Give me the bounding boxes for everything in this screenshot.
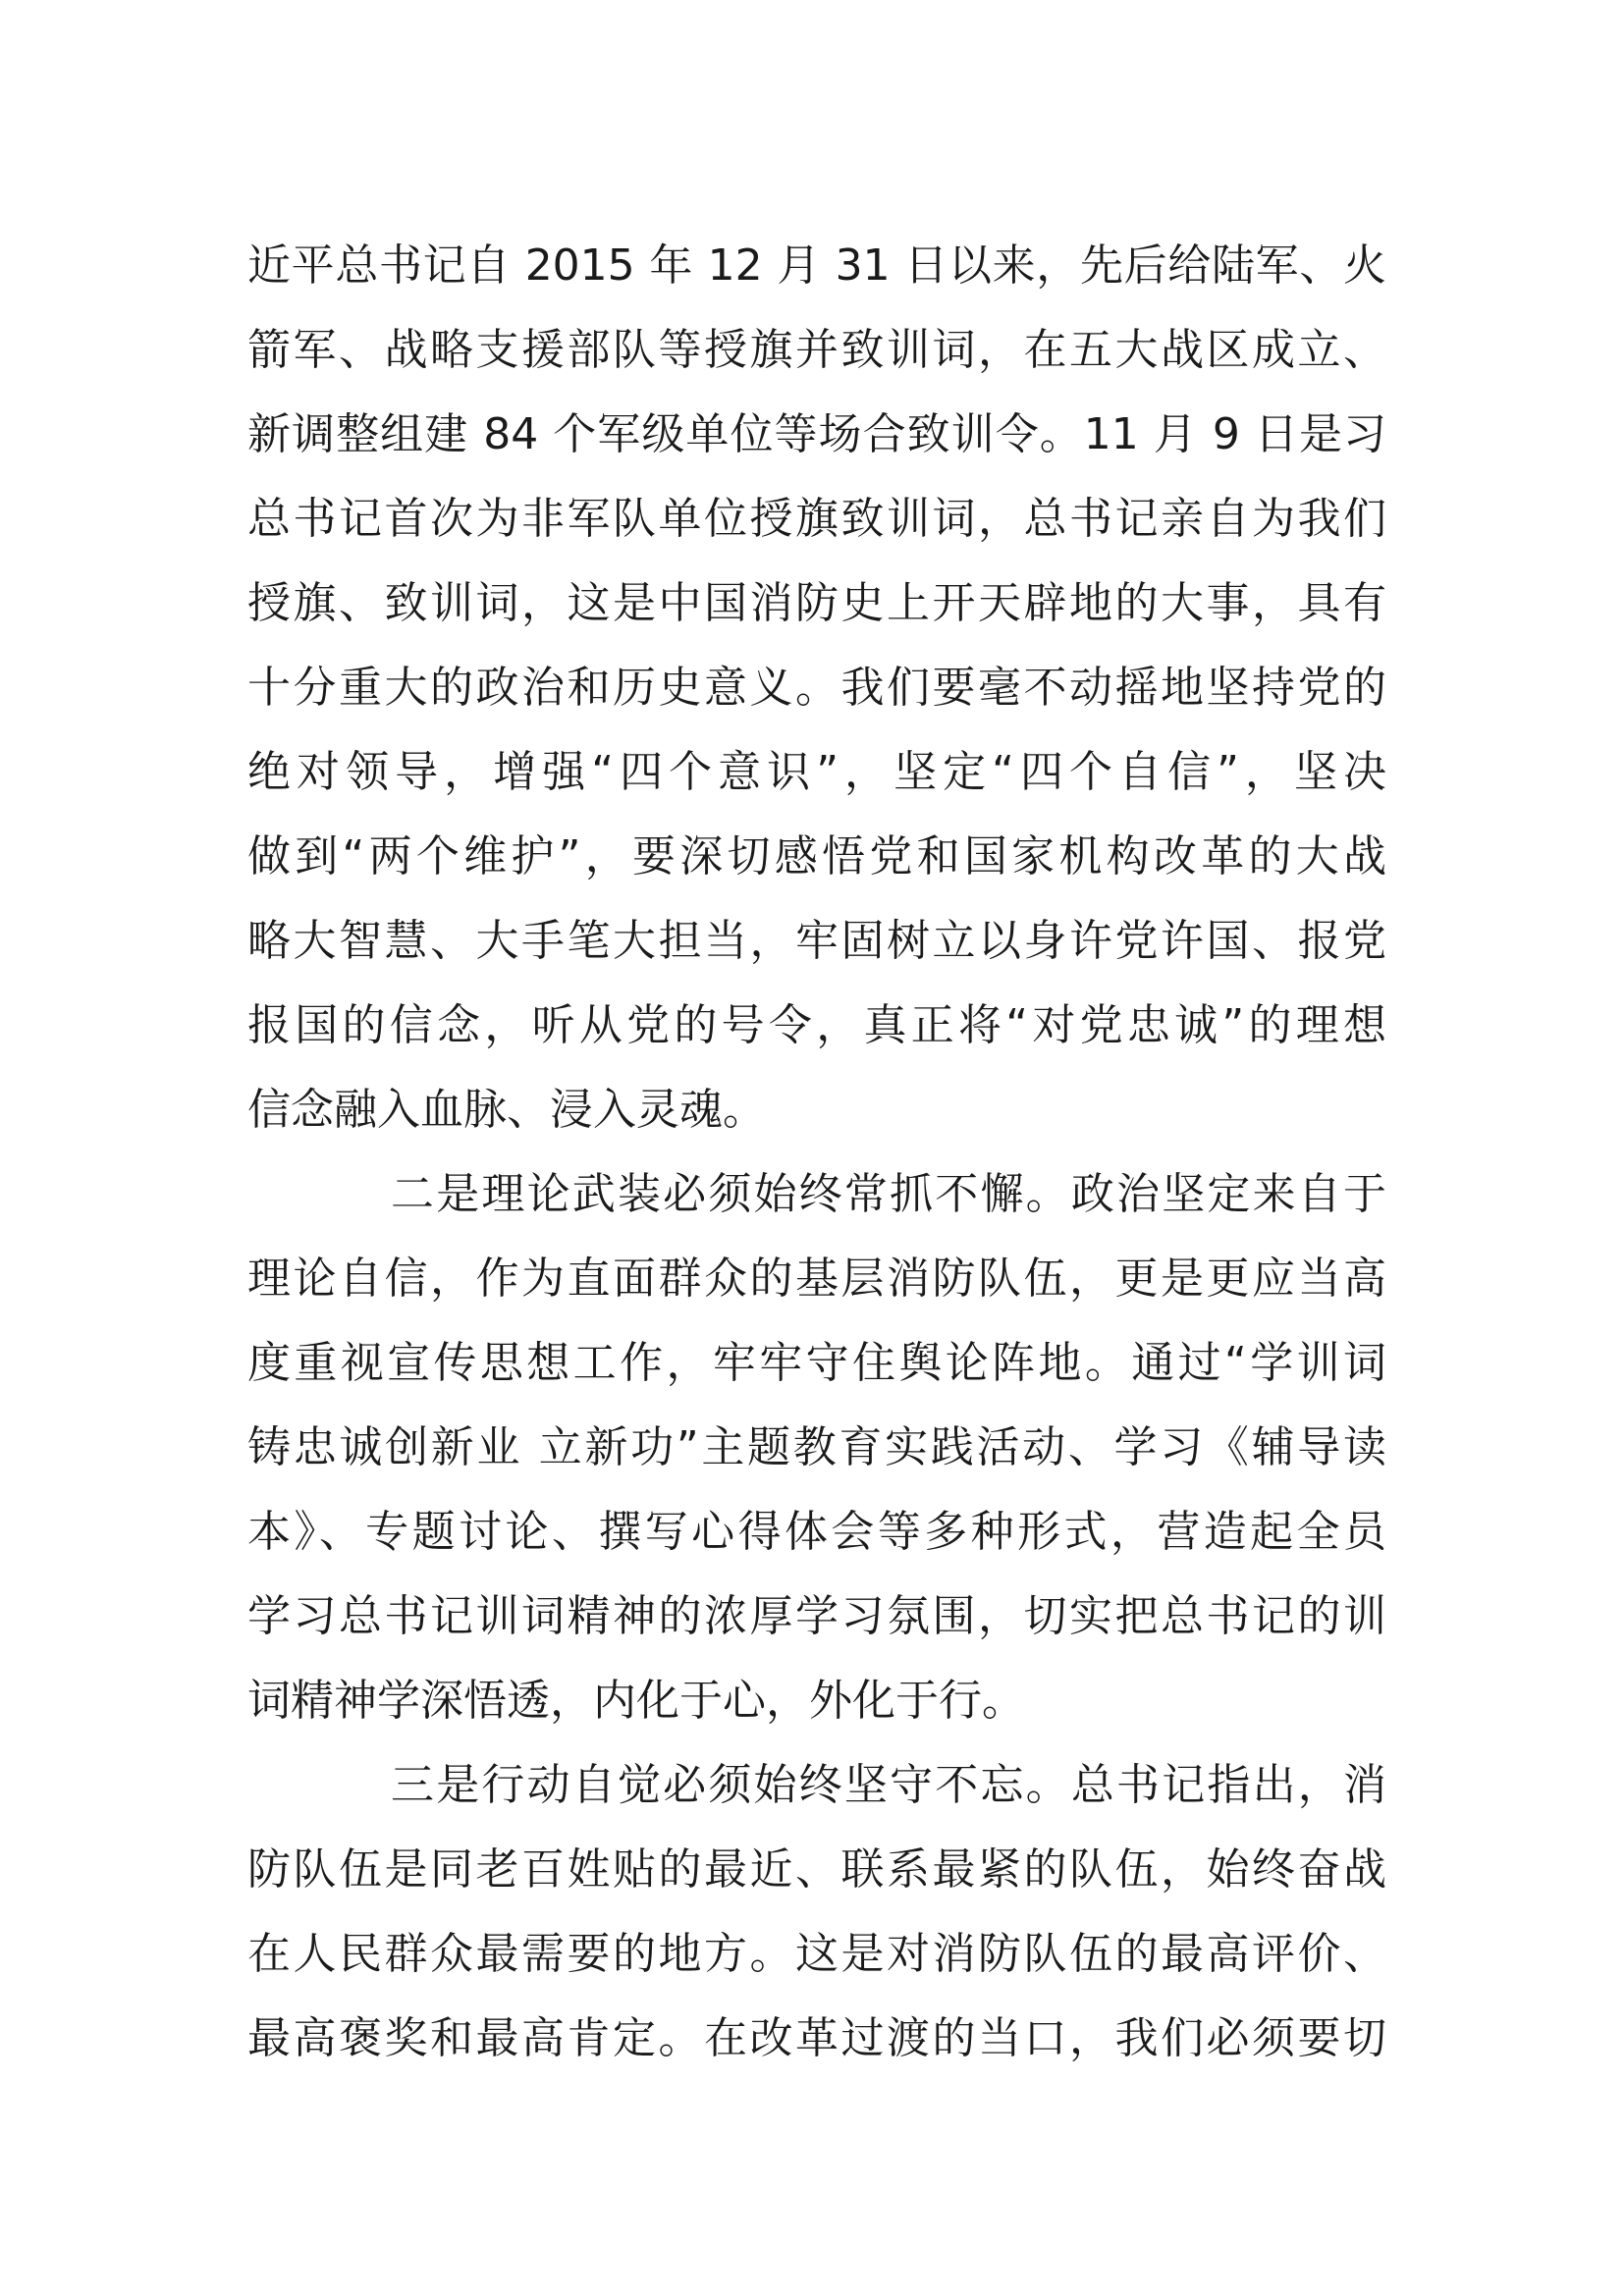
paragraph-first-line: 二是理论武装必须始终常抓不懈。政治坚定来自于 [391, 1169, 1386, 1219]
text-line: 在人民群众最需要的地方。这是对消防队伍的最高评价、 [247, 1929, 1386, 1979]
text-line: 词精神学深悟透，内化于心，外化于行。 [247, 1676, 1025, 1726]
text-line: 防队伍是同老百姓贴的最近、联系最紧的队伍，始终奋战 [247, 1844, 1386, 1895]
paragraph-first-line: 三是行动自觉必须始终坚守不忘。总书记指出，消 [391, 1760, 1386, 1810]
text-line: 本》、专题讨论、撰写心得体会等多种形式，营造起全员 [247, 1507, 1386, 1557]
text-line: 信念融入血脉、浸入灵魂。 [247, 1085, 766, 1135]
text-line: 新调整组建 84 个军级单位等场合致训令。11 月 9 日是习 [247, 409, 1386, 459]
text-line: 做到“两个维护”，要深切感悟党和国家机构改革的大战 [247, 831, 1386, 881]
text-line: 最高褒奖和最高肯定。在改革过渡的当口，我们必须要切 [247, 2013, 1386, 2063]
text-line: 学习总书记训词精神的浓厚学习氛围，切实把总书记的训 [247, 1591, 1386, 1641]
text-line: 近平总书记自 2015 年 12 月 31 日以来，先后给陆军、火 [247, 240, 1386, 291]
text-line: 理论自信，作为直面群众的基层消防队伍，更是更应当高 [247, 1254, 1386, 1304]
text-line: 铸忠诚创新业 立新功”主题教育实践活动、学习《辅导读 [247, 1422, 1386, 1472]
text-line: 绝对领导，增强“四个意识”，坚定“四个自信”，坚决 [247, 747, 1386, 797]
text-line: 度重视宣传思想工作，牢牢守住舆论阵地。通过“学训词 [247, 1338, 1386, 1388]
text-line: 报国的信念，听从党的号令，真正将“对党忠诚”的理想 [247, 1000, 1386, 1050]
body-text [247, 224, 1386, 2081]
text-line: 总书记首次为非军队单位授旗致训词，总书记亲自为我们 [247, 494, 1386, 544]
text-line: 箭军、战略支援部队等授旗并致训词，在五大战区成立、 [247, 325, 1386, 375]
text-line: 十分重大的政治和历史意义。我们要毫不动摇地坚持党的 [247, 663, 1386, 713]
text-line: 授旗、致训词，这是中国消防史上开天辟地的大事，具有 [247, 578, 1386, 628]
text-line: 略大智慧、大手笔大担当，牢固树立以身许党许国、报党 [247, 916, 1386, 966]
